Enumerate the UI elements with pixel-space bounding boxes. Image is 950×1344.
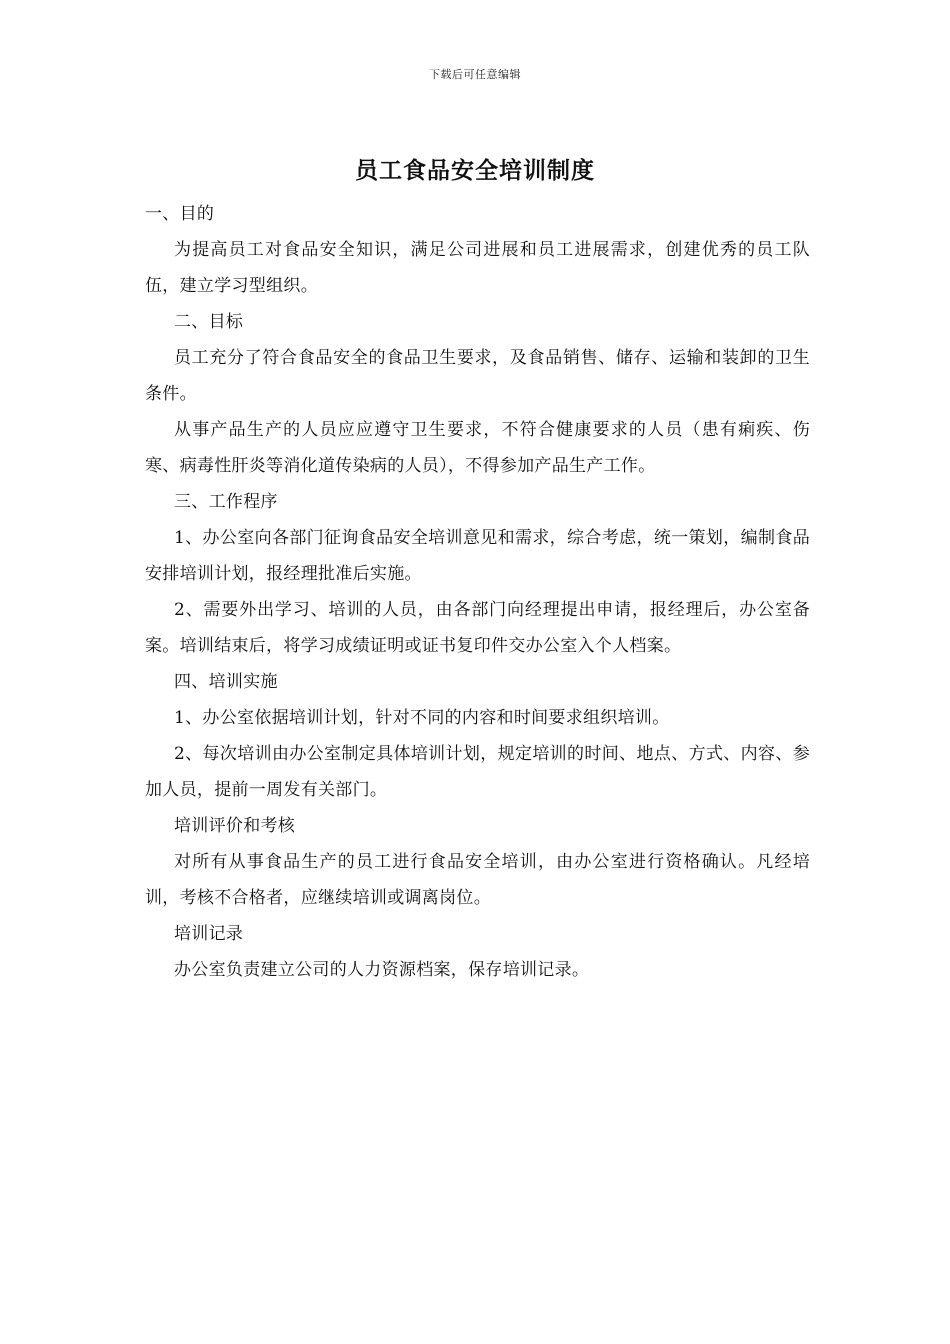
paragraph-purpose: 为提高员工对食品安全知识，满足公司进展和员工进展需求，创建优秀的员工队伍，建立学习型组织。 xyxy=(145,240,810,296)
document-title: 员工食品安全培训制度 xyxy=(355,158,595,184)
section-heading-procedure: 三、工作程序 xyxy=(174,492,278,512)
paragraph-procedure-2: 2、需要外出学习、培训的人员，由各部门向经理提出申请，报经理后，办公室备案。培训结束后，将学习成绩证明或证书复印件交办公室入个人档案。 xyxy=(145,600,810,656)
paragraph-procedure-1: 1、办公室向各部门征询食品安全培训意见和需求，综合考虑，统一策划，编制食品安排培训计划，报经理批准后实施。 xyxy=(145,528,810,584)
paragraph-implementation-2: 2、每次培训由办公室制定具体培训计划，规定培训的时间、地点、方式、内容、参加人员，提前一周发有关部门。 xyxy=(145,744,810,800)
section-heading-evaluation: 培训评价和考核 xyxy=(174,816,296,836)
paragraph-goal-1: 员工充分了符合食品安全的食品卫生要求，及食品销售、储存、运输和装卸的卫生条件。 xyxy=(145,348,810,404)
paragraph-evaluation: 对所有从事食品生产的员工进行食品安全培训，由办公室进行资格确认。凡经培训，考核不合格者，应继续培训或调离岗位。 xyxy=(145,852,810,908)
section-heading-goal: 二、目标 xyxy=(174,312,244,332)
paragraph-records: 办公室负责建立公司的人力资源档案，保存培训记录。 xyxy=(174,960,590,980)
paragraph-goal-2: 从事产品生产的人员应应遵守卫生要求，不符合健康要求的人员（患有痢疾、伤寒、病毒性肝炎等消化道传染病的人员），不得参加产品生产工作。 xyxy=(145,420,810,476)
section-heading-implementation: 四、培训实施 xyxy=(174,672,278,692)
section-heading-purpose: 一、目的 xyxy=(145,204,215,224)
section-heading-records: 培训记录 xyxy=(174,924,244,944)
paragraph-implementation-1: 1、办公室依据培训计划，针对不同的内容和时间要求组织培训。 xyxy=(174,708,670,728)
document-body xyxy=(145,196,810,988)
header-note: 下载后可任意编辑 xyxy=(429,68,521,81)
